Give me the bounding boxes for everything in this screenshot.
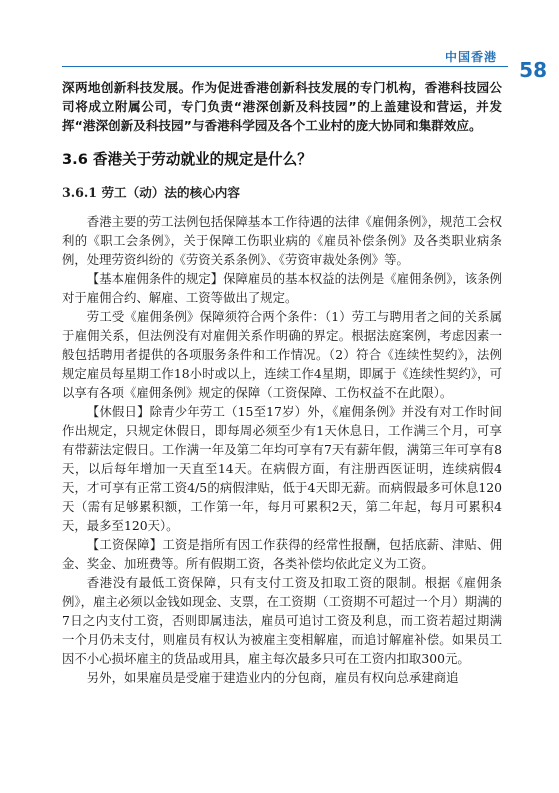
paragraph-wage-protection: 【工资保障】工资是指所有因工作获得的经常性报酬，包括底薪、津贴、佣金、奖金、加班费等。所有假期工资，各类补偿均依此定义为工资。 [62, 537, 502, 571]
paragraph-minimum-wage: 香港没有最低工资保障，只有支付工资及扣取工资的限制。根据《雇佣条例》，雇主必须以金钱如现金、支票，在工资期（工资期不可超过一个月）期满的7日之内支付工资，否则即属违法，雇员可追讨工资及利息，而工资若超过期满一个月仍未支付，则雇员有权认为被雇主变相解雇，而追讨解雇补偿。如果员工因不小心损坏雇主的货品或用具，雇主每次最多只可在工资内扣取300元。 [62, 575, 502, 666]
paragraph-labor-laws: 香港主要的劳工法例包括保障基本工作待遇的法律《雇佣条例》，规范工会权利的《职工会条例》，关于保障工伤职业病的《雇员补偿条例》及各类职业病条例，处理劳资纠纷的《劳资关系条例》、《劳资审裁处条例》等。 [62, 214, 502, 267]
page-header [0, 0, 559, 80]
running-title: 中国香港 [444, 50, 497, 64]
page-number: 58 [519, 58, 547, 82]
section-heading: 3.6 香港关于劳动就业的规定是什么？ [62, 151, 312, 168]
body-text [62, 212, 502, 687]
paragraph-basic-employment: 【基本雇佣条件的规定】保障雇员的基本权益的法例是《雇佣条例》，该条例对于雇佣合约、解雇、工资等做出了规定。 [62, 271, 502, 305]
paragraph-subcontractor: 另外，如果雇员是受雇于建造业内的分包商，雇员有权向总承建商追 [86, 670, 459, 685]
page-content [62, 78, 502, 687]
paragraph-rest-days: 【休假日】除青少年劳工（15至17岁）外，《雇佣条例》并没有对工作时间作出规定，只规定休假日，即每周必须至少有1天休息日，工作满三个月，可享有带薪法定假日。工作满一年及第二年均可享有7天有薪年假，满第三年可享有8天，以后每年增加一天直至14天。在病假方面，有注册西医证明，连续病假4天，才可享有正常工资4/5的病假津贴，低于4天即无薪。而病假最多可休息120天（需有足够累积额，工作第一年，每月可累积2天，第二年起，每月可累积4天，最多至120天）。 [62, 404, 502, 533]
subsection-heading: 3.6.1 劳工（动）法的核心内容 [62, 185, 240, 200]
header-rule [62, 66, 508, 67]
intro-paragraph: 深两地创新科技发展。作为促进香港创新科技发展的专门机构，香港科技园公司将成立附属公司，专门负责“港深创新及科技园”的上盖建设和营运，并发挥“港深创新及科技园”与香港科学园及各个工业村的庞大协同和集群效应。 [62, 80, 502, 133]
paragraph-conditions: 劳工受《雇佣条例》保障须符合两个条件：（1）劳工与聘用者之间的关系属于雇佣关系，但法例没有对雇佣关系作明确的界定。根据法庭案例，考虑因素一般包括聘用者提供的各项服务条件和工作情况。（2）符合《连续性契约》，法例规定雇员每星期工作18小时或以上，连续工作4星期，即属于《连续性契约》，可以享有各项《雇佣条例》规定的保障（工资保障、工伤权益不在此限）。 [62, 309, 502, 400]
